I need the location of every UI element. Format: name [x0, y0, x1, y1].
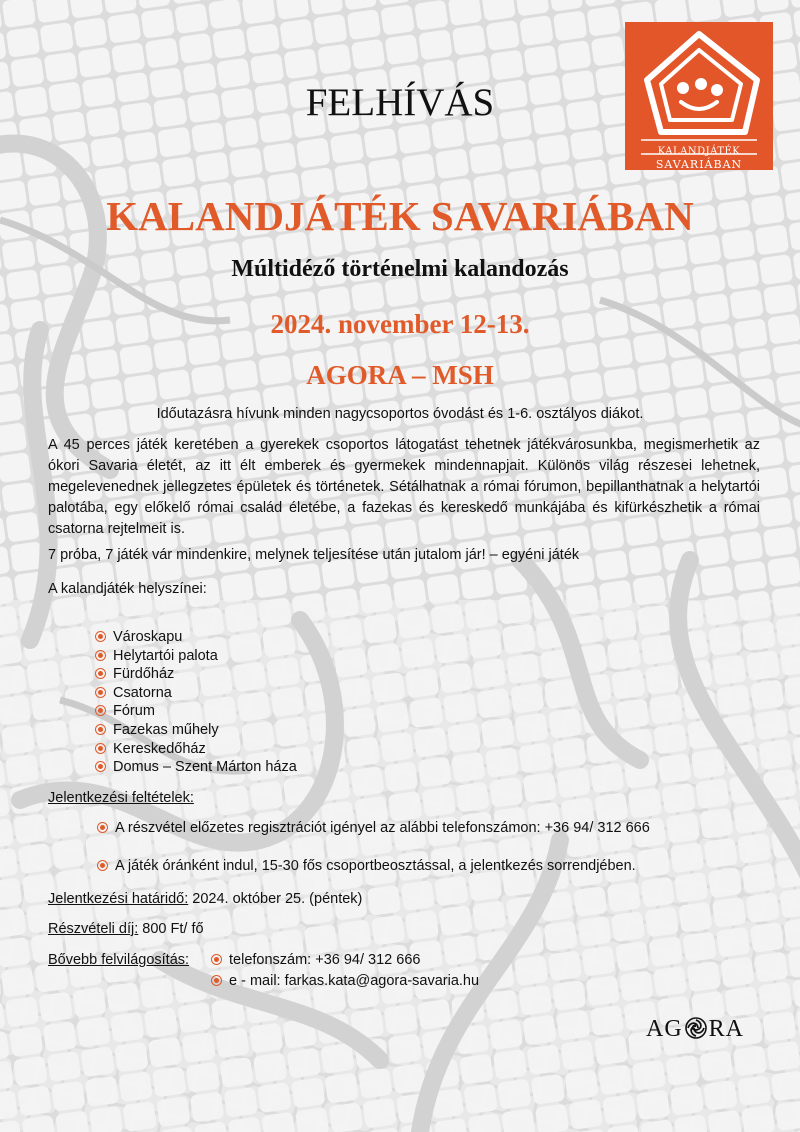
challenge-text: 7 próba, 7 játék vár mindenkire, melynek teljesítése után jutalom jár! – egyéni játék	[48, 547, 580, 563]
bullet-icon	[97, 860, 108, 871]
bullet-icon	[95, 631, 106, 642]
bullet-icon	[211, 954, 222, 965]
list-item: Városkapu	[95, 628, 297, 647]
agora-logo: AG RA	[646, 1016, 745, 1042]
fee-line	[48, 921, 204, 937]
list-item: Helytartói palota	[95, 647, 297, 666]
list-item: Kereskedőház	[95, 740, 297, 759]
list-item: Fórum	[95, 702, 297, 721]
deadline-line	[48, 891, 362, 907]
list-item: Fazekas műhely	[95, 721, 297, 740]
event-date: 2024. november 12-13.	[270, 309, 530, 339]
locations-heading: A kalandjáték helyszínei:	[48, 581, 207, 597]
bullet-icon	[211, 975, 222, 986]
bullet-icon	[95, 650, 106, 661]
condition-item: A játék óránként indul, 15-30 fős csoportbeosztással, a jelentkezés sorrendjében.	[97, 858, 636, 874]
fee-value: 800 Ft/ fő	[142, 921, 204, 937]
bullet-icon	[97, 822, 108, 833]
deadline-value: 2024. október 25. (péntek)	[192, 891, 363, 907]
info-phone: telefonszám: +36 94/ 312 666	[211, 952, 420, 968]
fee-label: Részvételi díj:	[48, 921, 139, 937]
locations-list	[95, 628, 297, 777]
bullet-icon	[95, 724, 106, 735]
kicker-heading: FELHÍVÁS	[305, 81, 495, 124]
list-item: Fürdőház	[95, 665, 297, 684]
intro-text: Időutazásra hívunk minden nagycsoportos óvodást és 1-6. osztályos diákot.	[156, 406, 644, 422]
bullet-icon	[95, 743, 106, 754]
page-title: KALANDJÁTÉK SAVARIÁBAN	[106, 193, 694, 239]
bullet-icon	[95, 705, 106, 716]
event-venue: AGORA – MSH	[306, 360, 494, 390]
conditions-heading: Jelentkezési feltételek:	[48, 790, 194, 806]
description-paragraph: A 45 perces játék keretében a gyerekek csoportos látogatást tehetnek játékvárosunkba, megismerhetik az ókori Savaria életét, az itt élt emberek és gyermekek mindennapjait. Különös világ részesei lehetnek, megelevenednek jellegzetes épületek és történetek. Sétálhatnak a római fórumon, bepillanthatnak a helytartói palotába, egy előkelő római család életébe, a fazekas és kereskedő munkájába és kifürkészhetik a római csatorna rejtelmeit is.	[48, 437, 760, 537]
info-label: Bővebb felvilágosítás:	[48, 952, 190, 968]
logo-text-line2: SAVARIÁBAN	[655, 158, 743, 171]
condition-item: A részvétel előzetes regisztrációt igényel az alábbi telefonszámon: +36 94/ 312 666	[97, 820, 650, 836]
list-item: Csatorna	[95, 684, 297, 703]
page-subtitle: Múltidéző történelmi kalandozás	[231, 256, 569, 282]
bullet-icon	[95, 761, 106, 772]
info-email[interactable]: e - mail: farkas.kata@agora-savaria.hu	[211, 973, 479, 989]
list-item: Domus – Szent Márton háza	[95, 758, 297, 777]
swirl-icon	[685, 1017, 707, 1039]
bullet-icon	[95, 687, 106, 698]
kalandjatek-logo	[625, 22, 773, 170]
deadline-label: Jelentkezési határidő:	[48, 891, 189, 907]
logo-text-line1: KALANDJÁTÉK	[657, 146, 741, 157]
bullet-icon	[95, 668, 106, 679]
